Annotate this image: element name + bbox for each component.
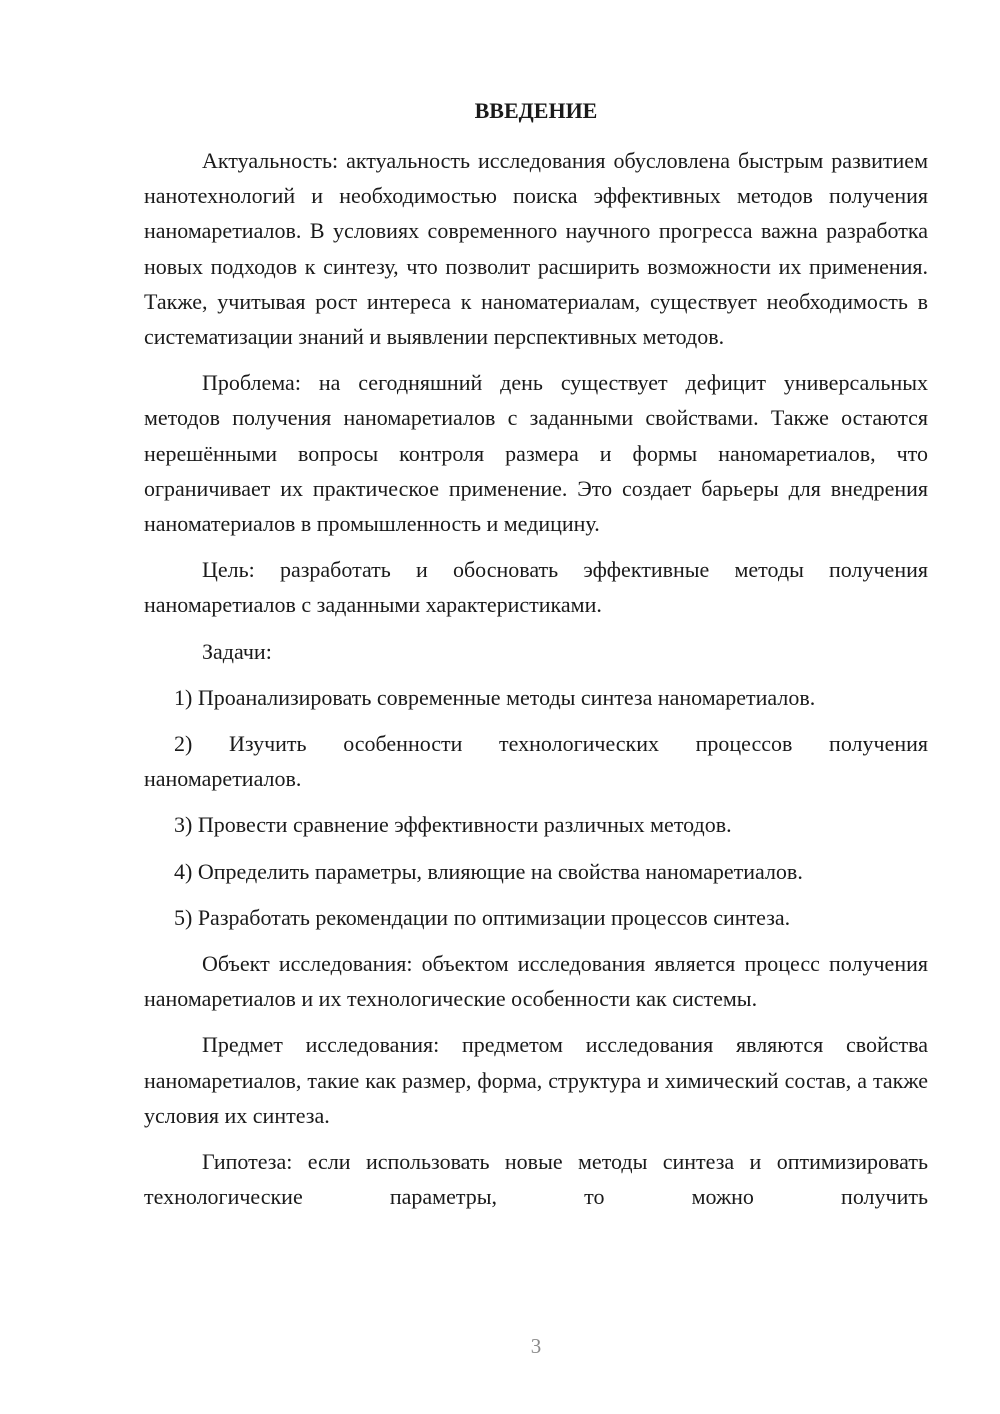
paragraph-goal: Цель: разработать и обосновать эффективные методы получения наномаретиалов с заданными характеристиками.: [144, 557, 928, 618]
paragraph-relevance: Актуальность: актуальность исследования обусловлена быстрым развитием нанотехнологий и необходимостью поиска эффективных методов получения наномаретиалов. В условиях современного научного прогресса важна разработка новых подходов к синтезу, что позволит расширить возможности их применения. Также, учитывая рост интереса к наноматериалам, существует необходимость в систематизации знаний и выявлении перспективных методов.: [144, 148, 928, 350]
tasks-title: Задачи:: [202, 638, 272, 664]
task-item-4: 4) Определить параметры, влияющие на свойства наномаретиалов.: [174, 858, 803, 884]
body-text: [144, 143, 928, 1214]
task-item-1: 1) Проанализировать современные методы синтеза наномаретиалов.: [174, 684, 816, 710]
task-item-3: 3) Провести сравнение эффективности различных методов.: [174, 812, 732, 838]
paragraph-object: Объект исследования: объектом исследования является процесс получения наномаретиалов и их технологические особенности как системы.: [144, 951, 928, 1012]
task-item-5: 5) Разработать рекомендации по оптимизации процессов синтеза.: [174, 904, 791, 930]
page-number: 3: [530, 1334, 542, 1358]
section-heading: ВВЕДЕНИЕ: [474, 98, 598, 123]
task-item-2: 2) Изучить особенности технологических процессов получения наномаретиалов.: [144, 731, 928, 792]
paragraph-problem: Проблема: на сегодняшний день существует дефицит универсальных методов получения наномаретиалов с заданными свойствами. Также остаются нерешёнными вопросы контроля размера и формы наномаретиалов, что ограничивает их практическое применение. Это создает барьеры для внедрения наноматериалов в промышленность и медицину.: [144, 370, 928, 537]
paragraph-hypothesis: Гипотеза: если использовать новые методы синтеза и оптимизировать технологические параметры, то можно получить: [144, 1149, 928, 1210]
paragraph-subject: Предмет исследования: предметом исследования являются свойства наномаретиалов, такие как размер, форма, структура и химический состав, а также условия их синтеза.: [144, 1032, 928, 1128]
